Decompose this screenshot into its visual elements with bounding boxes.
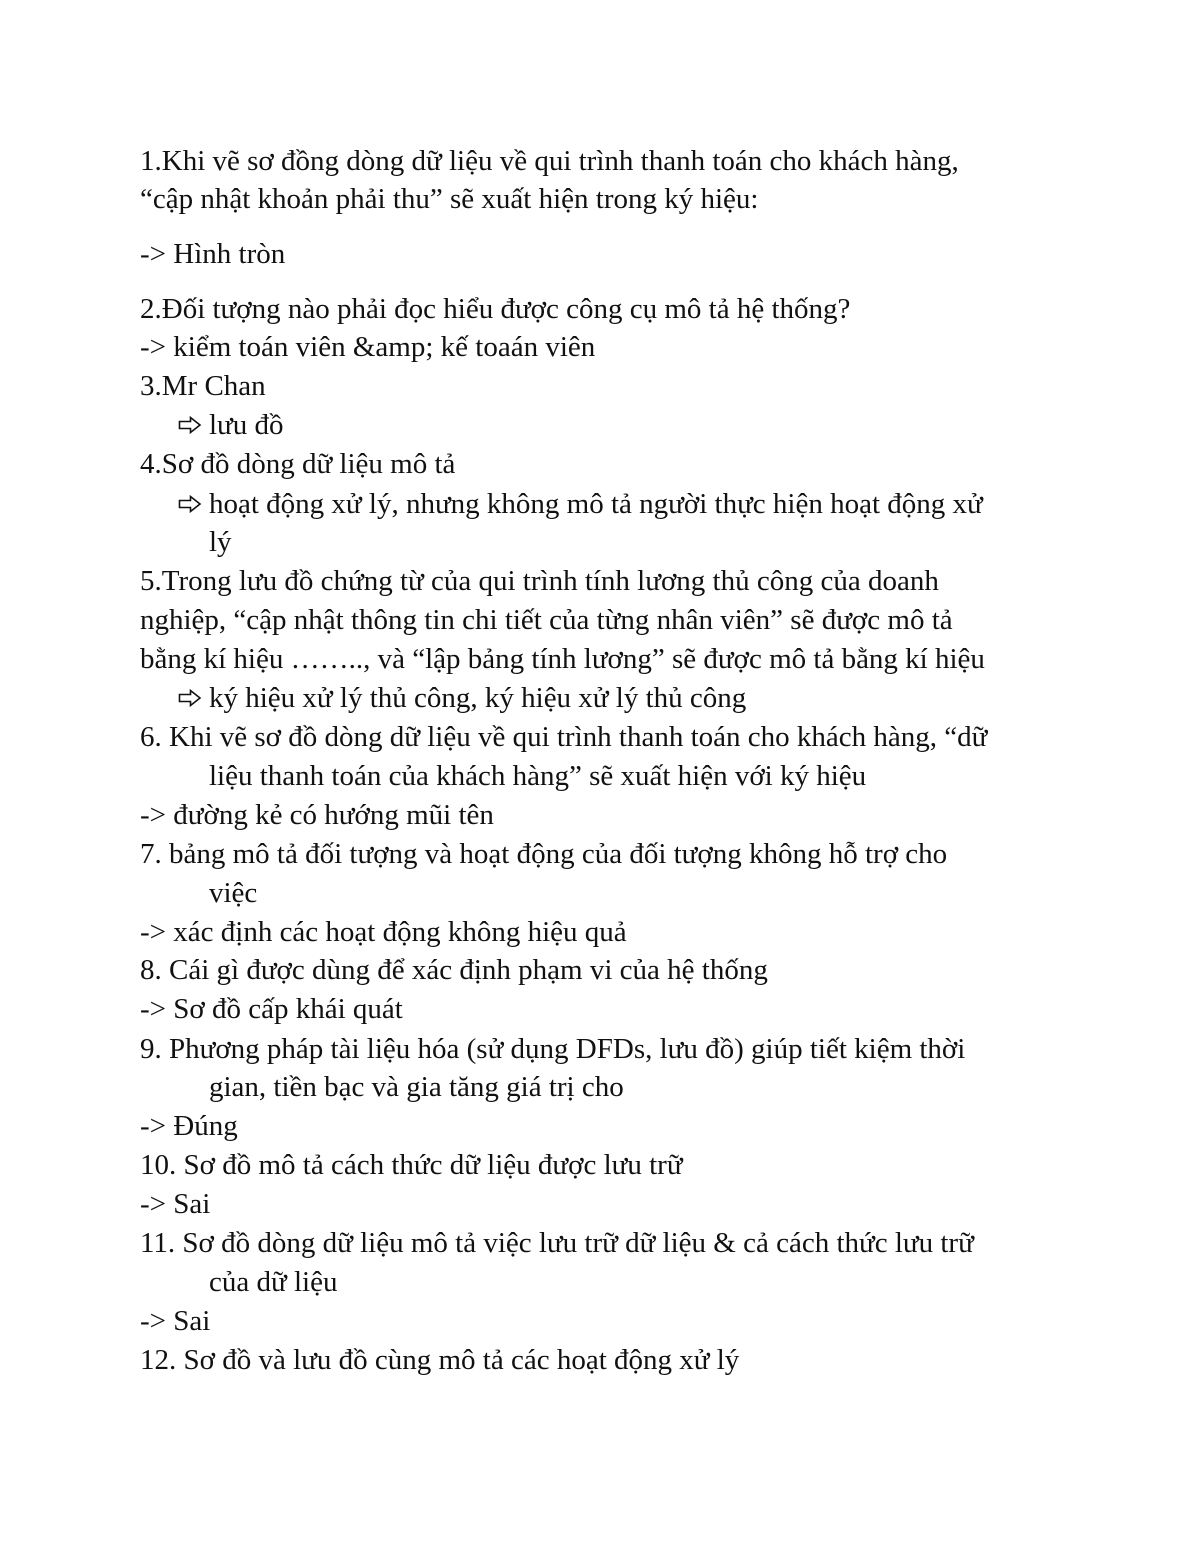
a4-answer-line-1: hoạt động xử lý, nhưng không mô tả người thực hiện hoạt động xử (209, 488, 983, 520)
q5-line-3: bằng kí hiệu …….., và “lập bảng tính lương” sẽ được mô tả bằng kí hiệu (140, 643, 985, 675)
a9-answer: -> Đúng (140, 1110, 238, 1142)
a2-answer: -> kiểm toán viên &amp; kế toaán viên (140, 331, 596, 363)
a8-answer: -> Sơ đồ cấp khái quát (140, 993, 403, 1025)
hollow-arrow-icon (178, 494, 204, 514)
q5-line-1: 5.Trong lưu đồ chứng từ của qui trình tính lương thủ công của doanh (140, 565, 939, 597)
a11-answer: -> Sai (140, 1305, 211, 1337)
a1-answer: -> Hình tròn (140, 238, 286, 270)
a4-answer-line-2: lý (209, 526, 232, 558)
a7-answer: -> xác định các hoạt động không hiệu quả (140, 916, 627, 948)
q4-line-1: 4.Sơ đồ dòng dữ liệu mô tả (140, 448, 456, 480)
q8-line-1: 8. Cái gì được dùng để xác định phạm vi của hệ thống (140, 954, 768, 986)
q9-line-2: gian, tiền bạc và gia tăng giá trị cho (209, 1071, 624, 1103)
q7-line-1: 7. bảng mô tả đối tượng và hoạt động của đối tượng không hỗ trợ cho (140, 838, 948, 870)
q5-line-2: nghiệp, “cập nhật thông tin chi tiết của từng nhân viên” sẽ được mô tả (140, 604, 953, 636)
q9-line-1: 9. Phương pháp tài liệu hóa (sử dụng DFDs, lưu đồ) giúp tiết kiệm thời (140, 1033, 966, 1065)
q1-line-2: “cập nhật khoản phải thu” sẽ xuất hiện trong ký hiệu: (140, 183, 759, 215)
q6-line-1: 6. Khi vẽ sơ đồ dòng dữ liệu về qui trình thanh toán cho khách hàng, “dữ (140, 721, 988, 753)
a5-answer: ký hiệu xử lý thủ công, ký hiệu xử lý thủ công (209, 682, 747, 714)
hollow-arrow-icon (178, 415, 204, 435)
q6-line-2: liệu thanh toán của khách hàng” sẽ xuất hiện với ký hiệu (209, 760, 867, 792)
hollow-arrow-icon (178, 688, 204, 708)
q3-line-1: 3.Mr Chan (140, 370, 266, 402)
q11-line-1: 11. Sơ đồ dòng dữ liệu mô tả việc lưu trữ dữ liệu & cả cách thức lưu trữ (140, 1227, 974, 1259)
a6-answer: -> đường kẻ có hướng mũi tên (140, 799, 494, 831)
q1-line-1: 1.Khi vẽ sơ đồng dòng dữ liệu về qui trình thanh toán cho khách hàng, (140, 145, 959, 177)
q11-line-2: của dữ liệu (209, 1266, 338, 1298)
q2-line-1: 2.Đối tượng nào phải đọc hiểu được công cụ mô tả hệ thống? (140, 293, 851, 325)
q10-line-1: 10. Sơ đồ mô tả cách thức dữ liệu được lưu trữ (140, 1149, 683, 1181)
a10-answer: -> Sai (140, 1188, 211, 1220)
a3-answer: lưu đồ (209, 409, 284, 441)
q7-line-2: việc (209, 877, 258, 909)
q12-line-1: 12. Sơ đồ và lưu đồ cùng mô tả các hoạt động xử lý (140, 1344, 740, 1376)
